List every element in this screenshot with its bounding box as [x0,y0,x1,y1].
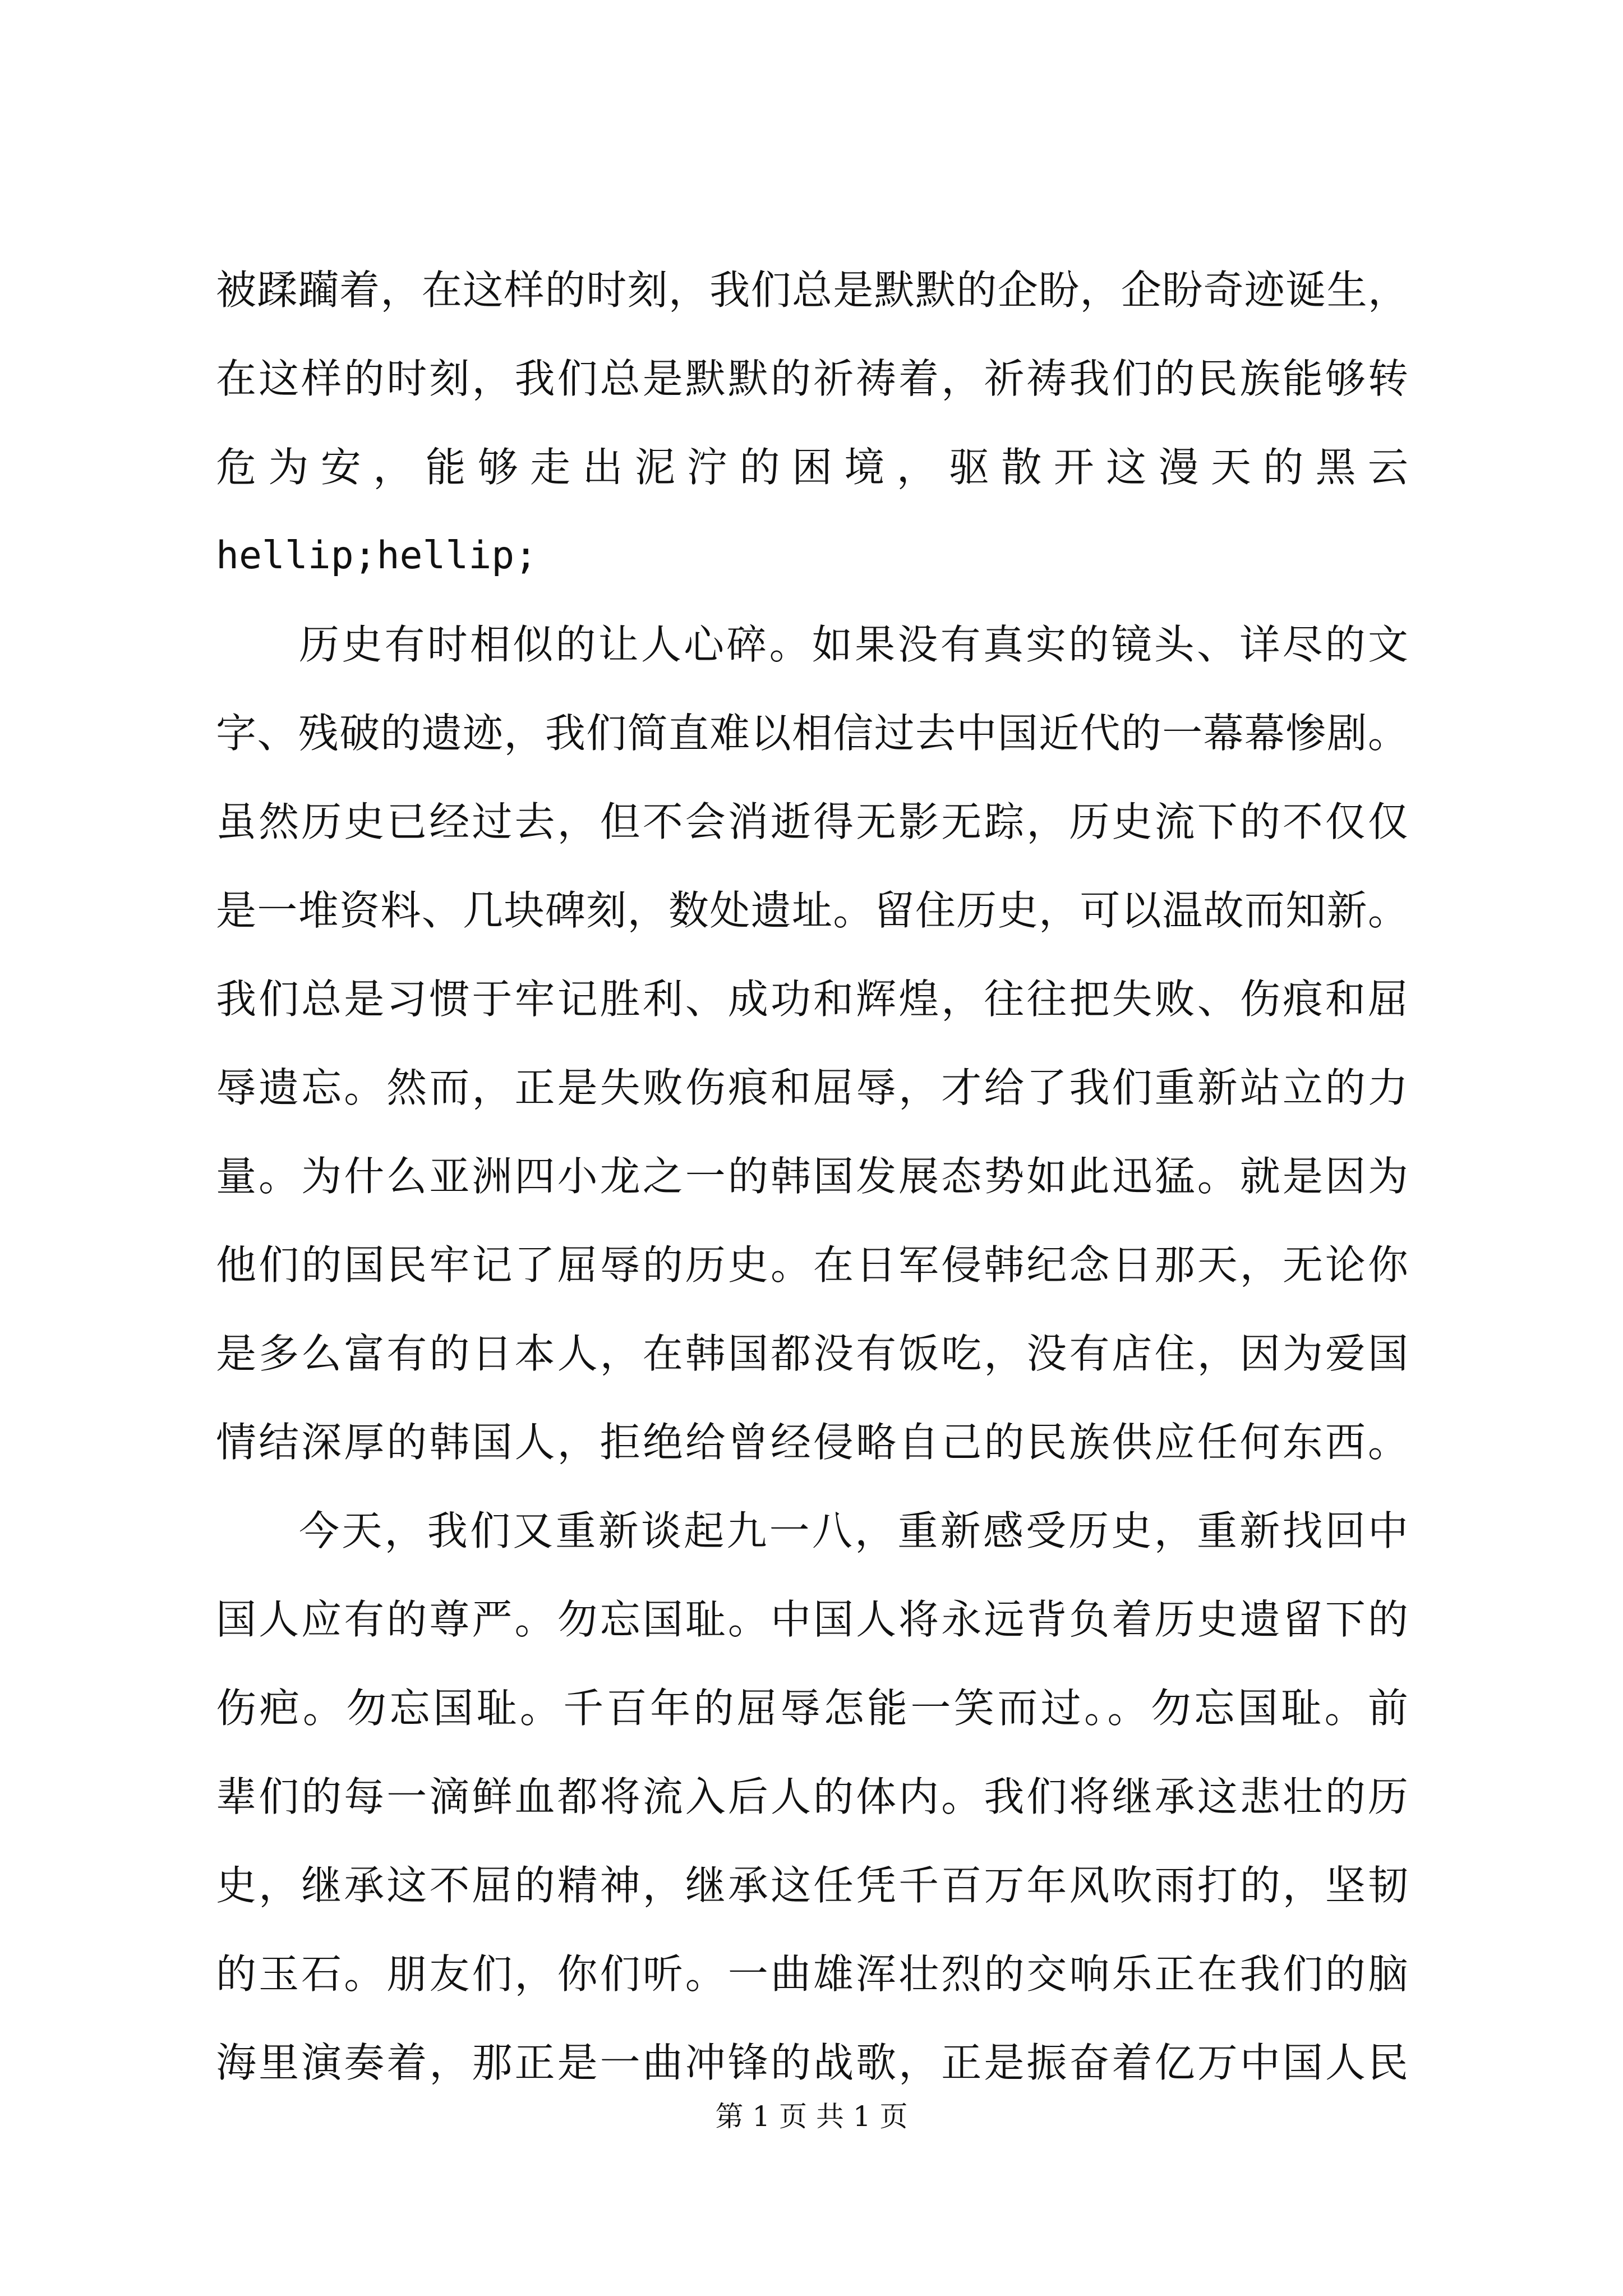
text-line: 史，继承这不屈的精神，继承这任凭千百万年风吹雨打的，坚韧 [216,1862,1408,1909]
paragraph-start-line: 历史有时相似的让人心碎。如果没有真实的镜头、详尽的文 [299,621,1408,668]
page-footer [0,2097,1623,2136]
text-line: 辈们的每一滴鲜血都将流入后人的体内。我们将继承这悲壮的历 [216,1773,1408,1820]
text-line: 他们的国民牢记了屈辱的历史。在日军侵韩纪念日那天，无论你 [216,1241,1408,1289]
text-line: 被蹂躏着，在这样的时刻，我们总是默默的企盼，企盼奇迹诞生， [216,266,1408,314]
text-line: 量。为什么亚洲四小龙之一的韩国发展态势如此迅猛。就是因为 [216,1153,1408,1200]
text-line: hellip;hellip; [216,533,538,578]
paragraph-start-line: 今天，我们又重新谈起九一八，重新感受历史，重新找回中 [299,1507,1408,1554]
body-text [216,246,1408,2107]
text-line: 辱遗忘。然而，正是失败伤痕和屈辱，才给了我们重新站立的力 [216,1064,1408,1111]
text-line: 在这样的时刻，我们总是默默的祈祷着，祈祷我们的民族能够转 [216,355,1408,402]
text-line: 危为安，能够走出泥泞的困境，驱散开这漫天的黑云 [216,444,1408,491]
text-line: 海里演奏着，那正是一曲冲锋的战歌，正是振奋着亿万中国人民 [216,2039,1408,2086]
text-line: 国人应有的尊严。勿忘国耻。中国人将永远背负着历史遗留下的 [216,1596,1408,1643]
text-line: 字、残破的遗迹，我们简直难以相信过去中国近代的一幕幕惨剧。 [216,710,1408,757]
page-number-label: 第 1 页 共 1 页 [715,2100,908,2133]
text-line: 的玉石。朋友们，你们听。一曲雄浑壮烈的交响乐正在我们的脑 [216,1950,1408,1998]
text-line: 是多么富有的日本人，在韩国都没有饭吃，没有店住，因为爱国 [216,1330,1408,1377]
text-line: 我们总是习惯于牢记胜利、成功和辉煌，往往把失败、伤痕和屈 [216,976,1408,1023]
text-line: 情结深厚的韩国人，拒绝给曾经侵略自己的民族供应任何东西。 [216,1419,1408,1466]
text-line: 虽然历史已经过去，但不会消逝得无影无踪，历史流下的不仅仅 [216,798,1408,845]
text-line: 伤疤。勿忘国耻。千百年的屈辱怎能一笑而过。。勿忘国耻。前 [216,1685,1408,1732]
text-line: 是一堆资料、几块碑刻，数处遗址。留住历史，可以温故而知新。 [216,887,1408,934]
